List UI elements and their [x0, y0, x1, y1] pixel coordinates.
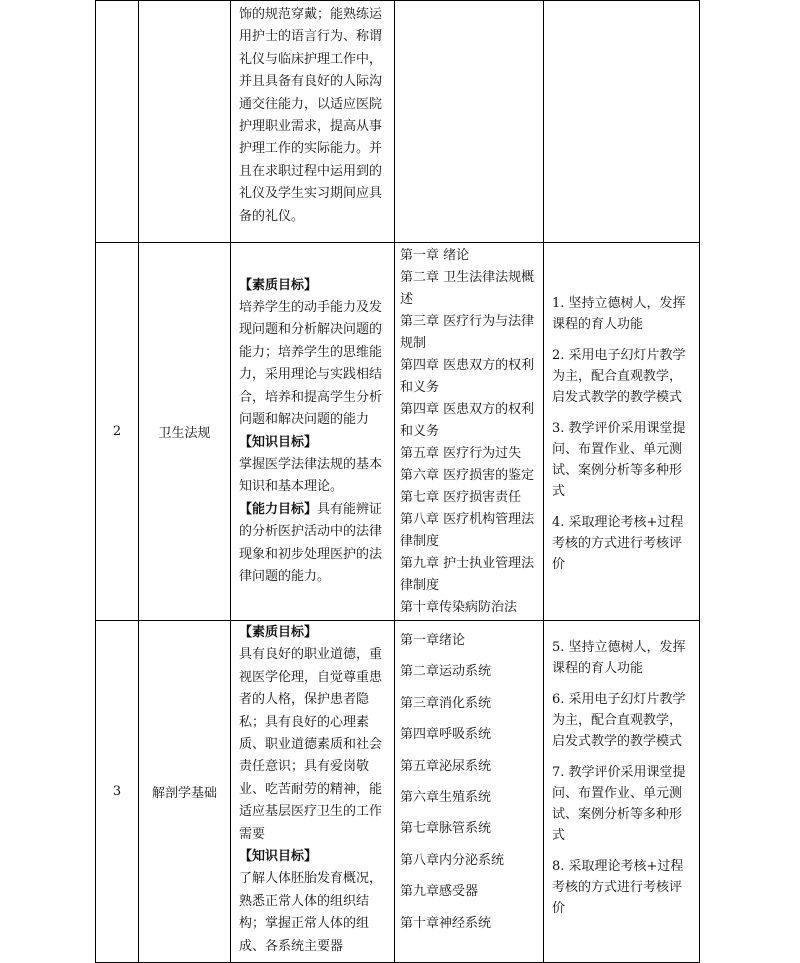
- table-row: [96, 621, 700, 963]
- goals-cell: [231, 243, 395, 621]
- method-item: 3. 教学评价采用课堂提问、布置作业、单元测试、案例分析等多种形式: [552, 421, 686, 499]
- chapter-item: 第八章 医疗机构管理法律制度: [400, 512, 535, 549]
- chapter-list: [395, 243, 543, 619]
- chapter-item: 第五章 医疗行为过失: [400, 446, 522, 461]
- chapter-item: 第十章传染病防治法: [400, 600, 518, 615]
- methods-cell: [544, 243, 700, 621]
- method-item: 5. 坚持立德树人，发挥课程的育人功能: [552, 640, 686, 676]
- chapter-item: 第九章 护士执业管理法律制度: [400, 556, 535, 593]
- chapter-item: 第三章 医疗行为与法律规制: [400, 314, 535, 351]
- quality-goal-text: 培养学生的动手能力及发现问题和分析解决问题的能力；培养学生的思维能力，采用理论与实践相结合，培养和提高学生分析问题和解决问题的能力: [239, 300, 383, 428]
- goals-cell: [231, 621, 395, 963]
- table-row: [96, 1, 700, 243]
- method-list: [544, 621, 699, 919]
- chapter-item: 第三章消化系统: [400, 695, 492, 711]
- goals-text: [231, 271, 394, 593]
- ability-goal-paragraph: [239, 499, 388, 589]
- row-number-cell: 3: [96, 621, 139, 963]
- chapter-item: 第六章 医疗损害的鉴定: [400, 468, 535, 483]
- goals-text: 饰的规范穿戴；能熟练运用护士的语言行为、称谓礼仪与临床护理工作中，并且具备有良好的人际沟通交往能力，以适应医院护理职业需求，提高从事护理工作的实际能力。并且在求职过程中运用到的礼仪及学生实习期间应具备的礼仪。: [239, 7, 383, 224]
- methods-cell: [544, 621, 700, 963]
- method-item: 7. 教学评价采用课堂提问、布置作业、单元测试、案例分析等多种形式: [552, 765, 686, 843]
- chapter-item: 第十章神经系统: [400, 915, 492, 931]
- quality-goal-heading: 【素质目标】: [239, 277, 318, 293]
- chapter-item: 第五章泌尿系统: [400, 758, 492, 774]
- course-name-cell: 解剖学基础: [139, 621, 231, 963]
- course-name-cell: [139, 1, 231, 243]
- chapter-list: [395, 621, 543, 939]
- chapter-item: 第二章 卫生法律法规概述: [400, 270, 535, 307]
- course-name-cell: 卫生法规: [139, 243, 231, 621]
- table-row: [96, 243, 700, 621]
- knowledge-goal-text: 掌握医学法律法规的基本知识和基本理论。: [239, 456, 383, 495]
- chapter-item: 第七章脉管系统: [400, 821, 492, 837]
- method-item: 4. 采取理论考核+过程考核的方式进行考核评价: [552, 515, 684, 572]
- chapter-item: 第一章绪论: [400, 633, 466, 648]
- goals-text: [231, 621, 394, 962]
- knowledge-goal-heading: 【知识目标】: [239, 434, 318, 450]
- chapter-item: 第八章内分泌系统: [400, 852, 505, 868]
- method-item: 1. 坚持立德树人，发挥课程的育人功能: [552, 296, 686, 332]
- ability-goal-heading: 【能力目标】: [239, 501, 318, 517]
- methods-cell: [544, 1, 700, 243]
- chapter-item: 第七章 医疗损害责任: [400, 490, 522, 505]
- row-number-cell: 2: [96, 243, 139, 621]
- knowledge-goal-text: 了解人体胚胎发育概况，熟悉正常人体的组织结构；掌握正常人体的组成、各系统主要器: [239, 871, 383, 954]
- method-item: 6. 采用电子幻灯片教学为主，配合直观教学，启发式教学的教学模式: [552, 692, 686, 749]
- chapter-item: 第一章 绪论: [400, 248, 470, 263]
- chapters-cell: [395, 621, 544, 963]
- chapters-cell: [395, 1, 544, 243]
- curriculum-table: [95, 0, 700, 963]
- ability-goal-text: 具有能辨证的分析医护活动中的法律现象和初步处理医护的法律问题的能力。: [239, 501, 383, 584]
- method-item: 8. 采取理论考核+过程考核的方式进行考核评价: [552, 859, 684, 916]
- chapters-cell: [395, 243, 544, 621]
- chapter-item: 第四章呼吸系统: [400, 727, 492, 743]
- chapter-item: 第六章生殖系统: [400, 790, 492, 806]
- method-list: [544, 243, 699, 575]
- quality-goal-heading: 【素质目标】: [239, 625, 318, 640]
- chapter-item: 第四章 医患双方的权利和义务: [400, 402, 535, 439]
- chapter-item: 第二章运动系统: [400, 664, 492, 680]
- chapter-item: 第九章感受器: [400, 884, 479, 900]
- knowledge-goal-heading: 【知识目标】: [239, 849, 318, 865]
- goals-cell: [231, 1, 395, 243]
- row-number-cell: [96, 1, 139, 243]
- chapter-item: 第四章 医患双方的权利和义务: [400, 358, 535, 395]
- method-item: 2. 采用电子幻灯片教学为主，配合直观教学，启发式教学的教学模式: [552, 348, 686, 405]
- quality-goal-text: 具有良好的职业道德，重视医学伦理，自觉尊重患者的人格，保护患者隐私；具有良好的心理素质、职业道德素质和社会责任意识；具有爱岗敬业、吃苦耐劳的精神，能适应基层医疗卫生的工作需要: [239, 647, 383, 842]
